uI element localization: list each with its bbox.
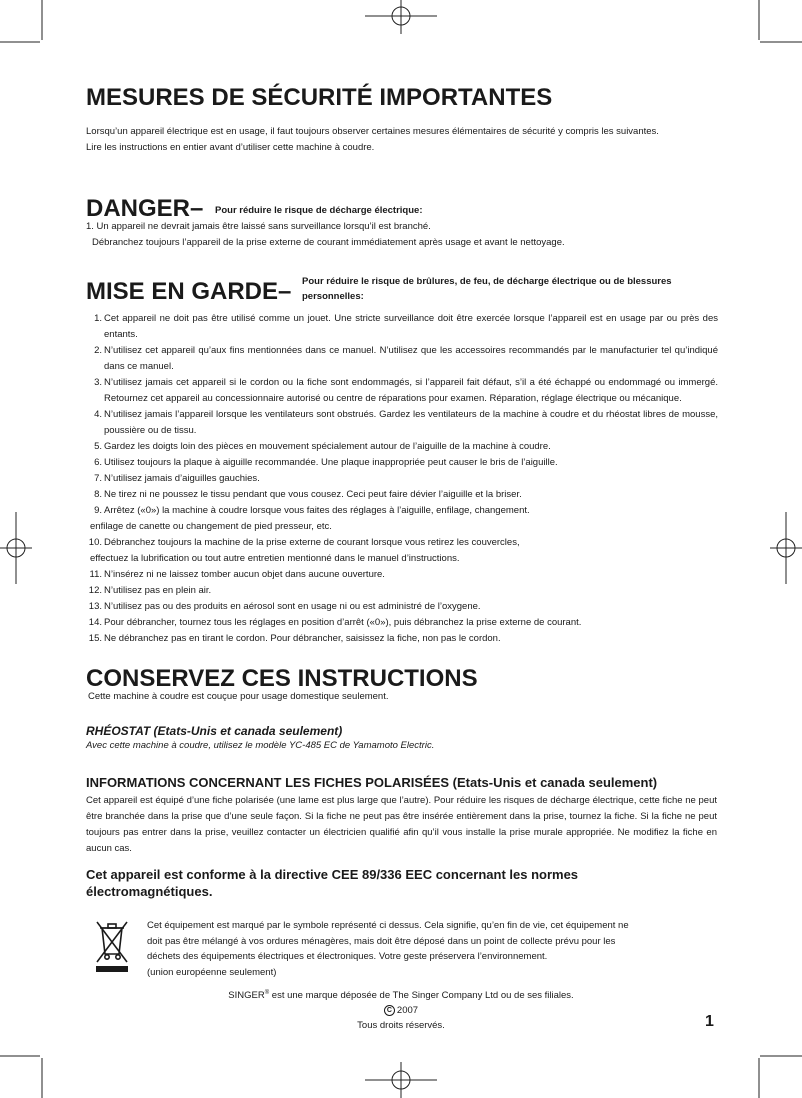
item-number: 5. xyxy=(94,441,102,452)
weee-line: doit pas être mélangé à vos ordures ménagères, mais doit être déposé dans un point de collecte prévu pour les xyxy=(147,935,616,947)
rights-line: Tous droits réservés. xyxy=(357,1020,445,1032)
item-text: N’utilisez pas ou des produits en aérosol sont en usage ni ou est administré de l’oxygene. xyxy=(104,601,481,612)
brand-name: SINGER xyxy=(228,990,265,1002)
rheostat-heading: RHÉOSTAT (Etats-Unis et canada seulement) xyxy=(86,724,343,738)
item-text: enfilage de canette ou changement de pied presseur, etc. xyxy=(90,521,332,532)
list-item xyxy=(86,487,718,503)
list-item xyxy=(86,471,718,487)
item-text: N’utilisez pas en plein air. xyxy=(104,585,212,596)
page-title: MESURES DE SÉCURITÉ IMPORTANTES xyxy=(86,84,553,111)
intro-line: Lire les instructions en entier avant d’utiliser cette machine à coudre. xyxy=(86,142,375,153)
list-item-continuation xyxy=(86,551,718,567)
copyright-year: 2007 xyxy=(396,1005,419,1017)
item-text: Ne tirez ni ne poussez le tissu pendant que vous cousez. Ceci peut faire dévier l’aiguille et la briser. xyxy=(104,489,522,500)
item-number: 1. xyxy=(94,313,102,324)
item-number: 3. xyxy=(94,377,102,388)
conservez-subtitle: Cette machine à coudre est couçue pour usage domestique seulement. xyxy=(88,691,389,702)
item-number: 11. xyxy=(89,569,102,580)
trademark-line xyxy=(0,986,802,1003)
polarized-plug-heading: INFORMATIONS CONCERNANT LES FICHES POLARISÉES (Etats-Unis et canada seulement) xyxy=(86,775,658,790)
copyright-line xyxy=(0,1003,802,1018)
weee-line: Cet équipement est marqué par le symbole représenté ci dessus. Cela signifie, qu’en fin de vie, cet équipement ne xyxy=(147,920,629,931)
weee-line: (union européenne seulement) xyxy=(147,966,277,978)
danger-line: 1. Un appareil ne devrait jamais être laissé sans surveillance lorsqu’il est branché. xyxy=(86,221,431,232)
trademark-text: est une marque déposée de The Singer Company Ltd ou de ses filiales. xyxy=(269,990,574,1002)
item-number: 12. xyxy=(88,585,102,596)
item-number: 9. xyxy=(94,505,102,516)
list-item xyxy=(86,615,718,631)
item-text: N’utilisez jamais cet appareil si le cordon ou la fiche sont endommagés, si l’appareil fait défaut, s’il a été échappé ou endommagé ou immergé. Retournez cet appareil au concessionnaire autorisé ou centre de réparations pour examen. Réparation, réglage électrique ou mécanique. xyxy=(104,377,718,404)
mise-en-garde-subtitle: Pour réduire le risque de brûlures, de feu, de décharge électrique ou de blessures personnelles: xyxy=(302,276,672,302)
item-number: 10. xyxy=(88,537,102,548)
list-item xyxy=(86,343,718,375)
weee-line: déchets des équipements électriques et électroniques. Votre geste préservera l’environnement. xyxy=(147,951,548,962)
item-number: 14. xyxy=(88,617,102,628)
item-number: 4. xyxy=(94,409,102,420)
item-number: 2. xyxy=(94,345,102,356)
list-item xyxy=(86,407,718,439)
item-text: Cet appareil ne doit pas être utilisé comme un jouet. Une stricte surveillance doit être exercée lorsque l’appareil est en usage par ou près des entants. xyxy=(104,313,718,340)
item-text: N’insérez ni ne laissez tomber aucun objet dans aucune ouverture. xyxy=(104,569,385,580)
warning-list xyxy=(86,311,718,647)
intro-line: Lorsqu’un appareil électrique est en usage, il faut toujours observer certaines mesures élémentaires de sécurité y compris les suivantes. xyxy=(86,126,659,137)
list-item xyxy=(86,503,718,519)
item-text: Arrêtez («0») la machine à coudre lorsque vous faites des réglages à l’aiguille, enfilage, changement. xyxy=(104,505,530,516)
item-number: 6. xyxy=(94,457,102,468)
danger-body xyxy=(86,219,726,251)
conformity-heading: Cet appareil est conforme à la directive CEE 89/336 EEC concernant les normes électromagnétiques. xyxy=(86,867,579,899)
list-item xyxy=(86,375,718,407)
item-number: 15. xyxy=(88,633,102,644)
item-text: effectuez la lubrification ou tout autre entretien mentionné dans le manuel d’instructions. xyxy=(90,553,460,564)
weee-crossed-bin-icon xyxy=(94,918,130,974)
list-item-continuation xyxy=(86,519,718,535)
list-item xyxy=(86,583,718,599)
registered-mark: ® xyxy=(264,990,270,996)
footer xyxy=(0,986,802,1033)
item-text: Débranchez toujours la machine de la prise externe de courant lorsque vous retirez les couvercles, xyxy=(104,537,520,548)
list-item xyxy=(86,567,718,583)
intro-text xyxy=(86,124,717,156)
list-item xyxy=(86,455,718,471)
item-text: Gardez les doigts loin des pièces en mouvement spécialement autour de l’aiguille de la machine à coudre. xyxy=(104,441,551,452)
list-item xyxy=(86,439,718,455)
page-number: 1 xyxy=(705,1013,714,1030)
polarized-plug-text: Cet appareil est équipé d’une fiche polarisée (une lame est plus large que l’autre). Pour réduire les risques de décharge électrique, cette fiche ne peut être branchée dans la prise que d’une seule façon. Si la fiche ne peut pas être insérée entièrement dans la prise, tournez la fiche. Si la fiche ne peut toujours pas entrer dans la prise, veuillez contacter un électricien qualifié afin qu’il vous installe la prise murale appropriée. Ne modifiez la fiche en aucun cas. xyxy=(86,795,717,854)
danger-line: Débranchez toujours l’appareil de la prise externe de courant immédiatement après usage et avant le nettoyage. xyxy=(92,237,565,248)
list-item xyxy=(86,631,718,647)
item-text: N’utilisez jamais d’aiguilles gauchies. xyxy=(104,473,260,484)
list-item xyxy=(86,311,718,343)
item-text: N’utilisez cet appareil qu’aux fins mentionnées dans ce manuel. N’utilisez que les accessoires recommandés par le manufacturier tel qu’indiqué dans ce manuel. xyxy=(104,345,718,372)
list-item xyxy=(86,599,718,615)
item-text: Utilisez toujours la plaque à aiguille recommandée. Une plaque inappropriée peut causer le bris de l’aiguille. xyxy=(104,457,558,468)
item-text: Pour débrancher, tournez tous les réglages en position d’arrêt («0»), puis débranchez la prise externe de courant. xyxy=(104,617,582,628)
danger-subtitle: Pour réduire le risque de décharge électrique: xyxy=(215,205,423,216)
list-item xyxy=(86,535,718,551)
conservez-heading: CONSERVEZ CES INSTRUCTIONS xyxy=(86,665,478,692)
mise-en-garde-heading: MISE EN GARDE– xyxy=(86,278,292,305)
item-number: 8. xyxy=(94,489,102,500)
danger-heading: DANGER– xyxy=(86,195,204,222)
item-number: 13. xyxy=(88,601,102,612)
item-text: N’utilisez jamais l’appareil lorsque les ventilateurs sont obstrués. Gardez les ventilateurs de la machine à coudre et du rhéostat libres de mousse, poussière ou de tissu. xyxy=(104,409,718,436)
weee-notice xyxy=(147,918,717,980)
item-text: Ne débranchez pas en tirant le cordon. Pour débrancher, saisissez la fiche, non pas le cordon. xyxy=(104,633,501,644)
copyright-icon: C xyxy=(384,1005,395,1016)
rheostat-text: Avec cette machine à coudre, utilisez le modèle YC-485 EC de Yamamoto Electric. xyxy=(86,740,435,751)
item-number: 7. xyxy=(94,473,102,484)
